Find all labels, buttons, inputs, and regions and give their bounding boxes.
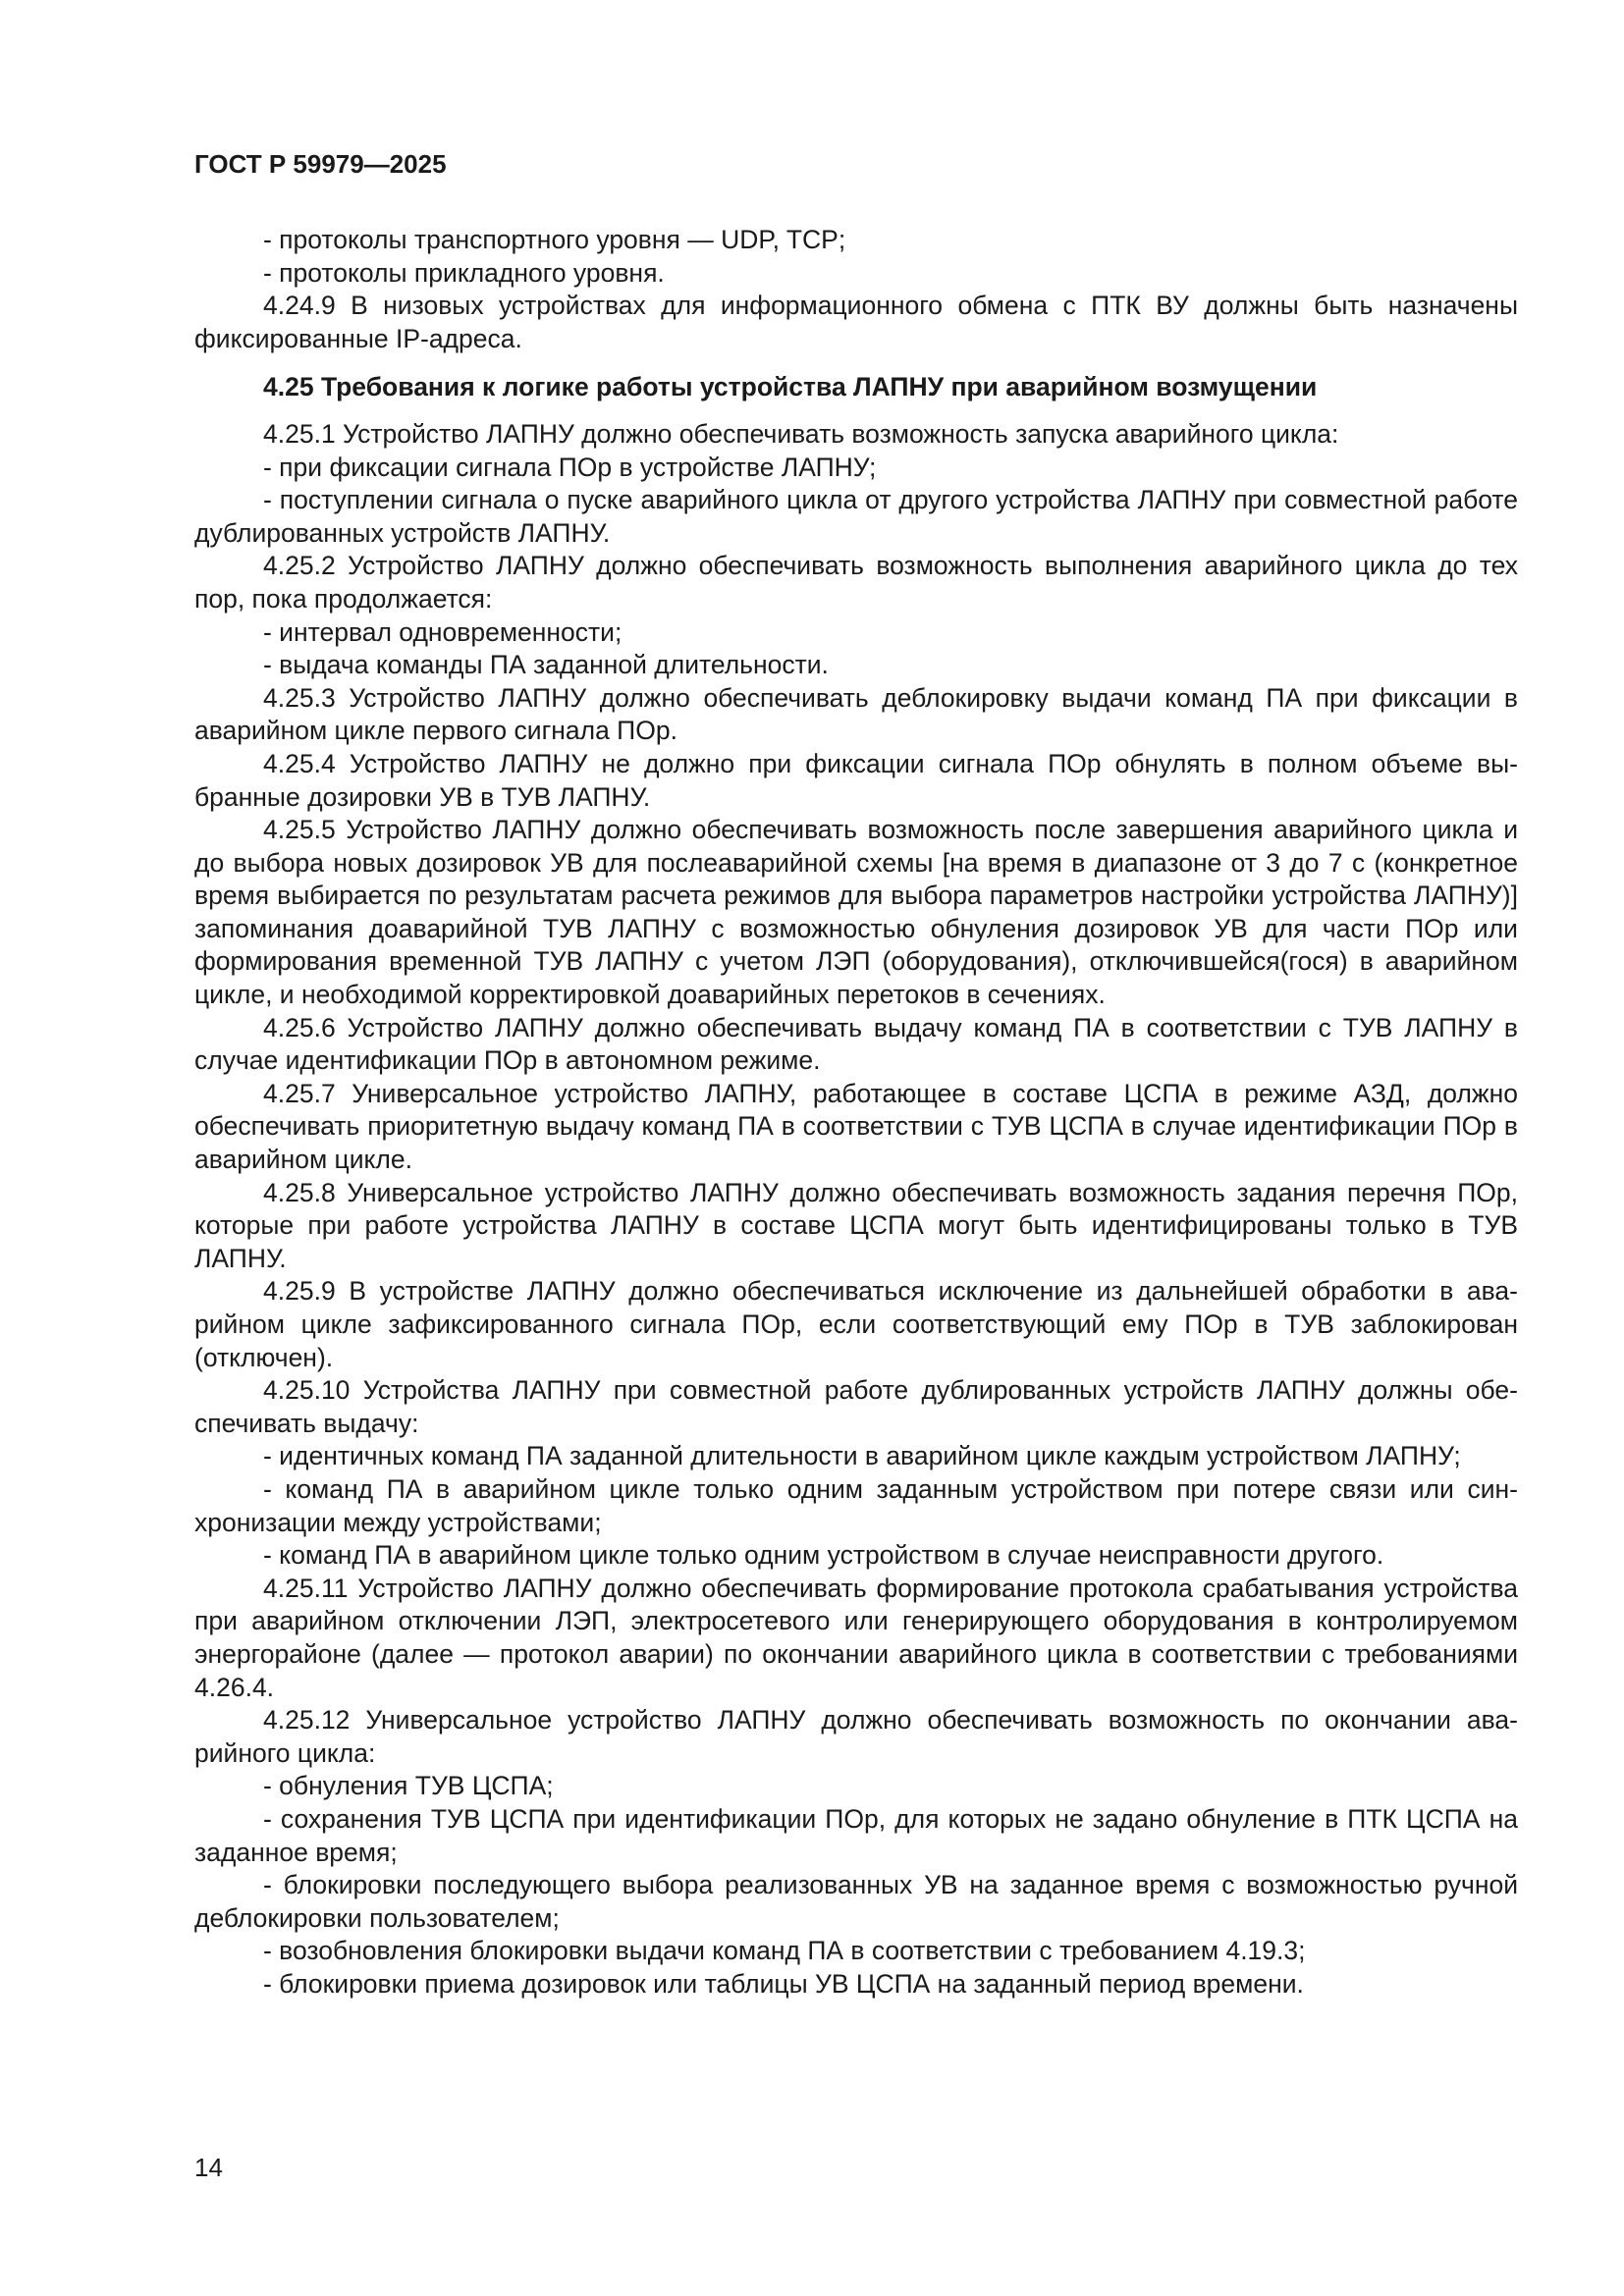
paragraph: 4.25.2 Устройство ЛАПНУ должно обеспечивать возможность выполнения аварийного цикла до тех пор, пока продолжается: — [194, 551, 1518, 614]
paragraph: 4.25.5 Устройство ЛАПНУ должно обеспечивать возможность после завершения аварийного цикла и до выбора новых дозировок УВ для послеаварийной схемы [на время в диапазоне от 3 до 7 с (конкретное время выбирается по результатам расчета режимов для выбора параметров настройки устройства ЛАПНУ)] запоминания доаварийной ТУВ ЛАПНУ с возможностью обнуления дозировок УВ для части ПОр или формирования временной ТУВ ЛАПНУ с учетом ЛЭП (оборудования), отключившейся(гося) в аварийном цикле, и необходимой корректировкой доаварийных перетоков в сечениях. — [194, 815, 1518, 1010]
document-body — [194, 224, 1518, 2001]
paragraph: 4.25.4 Устройство ЛАПНУ не должно при фиксации сигнала ПОр обнулять в полном объеме выбранные дозировки УВ в ТУВ ЛАПНУ. — [194, 748, 1518, 812]
paragraph: 4.24.9 В низовых устройствах для информационного обмена с ПТК ВУ должны быть назначены фиксированные IP-адреса. — [194, 291, 1518, 353]
list-item: - протоколы прикладного уровня. — [263, 257, 665, 288]
list-item: - протоколы транспортного уровня — UDP, TCP; — [263, 225, 846, 254]
list-item: - блокировки приема дозировок или таблицы УВ ЦСПА на заданный период времени. — [263, 1968, 1304, 1999]
section-heading: 4.25 Требования к логике работы устройства ЛАПНУ при аварийном возмущении — [263, 372, 1318, 402]
list-item: - сохранения ТУВ ЦСПА при идентификации ПОр, для которых не задано обнуление в ПТК ЦСПА на заданное время; — [194, 1803, 1518, 1867]
paragraph: 4.25.3 Устройство ЛАПНУ должно обеспечивать деблокировку выдачи команд ПА при фиксации в аварийном цикле первого сигнала ПОр. — [194, 682, 1518, 746]
paragraph: 4.25.6 Устройство ЛАПНУ должно обеспечивать выдачу команд ПА в соответствии с ТУВ ЛАПНУ в случае идентификации ПОр в автономном режиме. — [194, 1012, 1518, 1076]
paragraph: 4.25.1 Устройство ЛАПНУ должно обеспечивать возможность запуска аварийного цикла: — [263, 418, 1339, 449]
list-item: - блокировки последующего выбора реализованных УВ на заданное время с возможностью ручной деблокировки пользователем; — [194, 1870, 1518, 1933]
list-item: - выдача команды ПА заданной длительности. — [263, 650, 829, 680]
list-item: - обнуления ТУВ ЦСПА; — [263, 1771, 554, 1801]
list-item: - идентичных команд ПА заданной длительности в аварийном цикле каждым устройством ЛАПНУ; — [263, 1441, 1461, 1471]
list-item: - команд ПА в аварийном цикле только одним заданным устройством при потере связи или синхронизации между устройствами; — [194, 1473, 1518, 1537]
list-item: - возобновления блокировки выдачи команд ПА в соответствии с требованием 4.19.3; — [263, 1936, 1306, 1966]
list-item: - при фиксации сигнала ПОр в устройстве ЛАПНУ; — [263, 452, 877, 482]
paragraph: 4.25.11 Устройство ЛАПНУ должно обеспечивать формирование протокола срабатывания устройства при аварийном отключении ЛЭП, электросетевого или генерирующего оборудования в контролируемом энергорайоне (далее — протокол аварии) по окончании аварийного цикла в соответствии с требованиями 4.26.4. — [194, 1573, 1518, 1702]
list-item: - команд ПА в аварийном цикле только одним устройством в случае неисправности другого. — [263, 1540, 1384, 1571]
paragraph: 4.25.8 Универсальное устройство ЛАПНУ должно обеспечивать возможность задания перечня ПОр, которые при работе устройства ЛАПНУ в составе ЦСПА могут быть идентифицированы только в ТУВ ЛАПНУ. — [194, 1177, 1518, 1273]
paragraph: 4.25.7 Универсальное устройство ЛАПНУ, работающее в составе ЦСПА в режиме АЗД, должно обеспечивать приоритетную выдачу команд ПА в соответствии с ТУВ ЦСПА в случае идентификации ПОр в аварийном цикле. — [194, 1078, 1518, 1175]
paragraph: 4.25.12 Универсальное устройство ЛАПНУ должно обеспечивать возможность по окончании аварийного цикла: — [194, 1705, 1518, 1768]
list-item: - интервал одновременности; — [263, 616, 623, 647]
standard-header: ГОСТ Р 59979—2025 — [194, 149, 447, 179]
page-number: 14 — [194, 2153, 223, 2182]
paragraph: 4.25.9 В устройстве ЛАПНУ должно обеспечиваться исключение из дальнейшей обработки в аварийном цикле зафиксированного сигнала ПОр, если соответствующий ему ПОр в ТУВ заблокирован (отключен). — [194, 1276, 1518, 1372]
paragraph: 4.25.10 Устройства ЛАПНУ при совместной работе дублированных устройств ЛАПНУ должны обеспечивать выдачу: — [194, 1375, 1518, 1438]
list-item: - поступлении сигнала о пуске аварийного цикла от другого устройства ЛАПНУ при совместной работе дублированных устройств ЛАПНУ. — [194, 485, 1518, 548]
